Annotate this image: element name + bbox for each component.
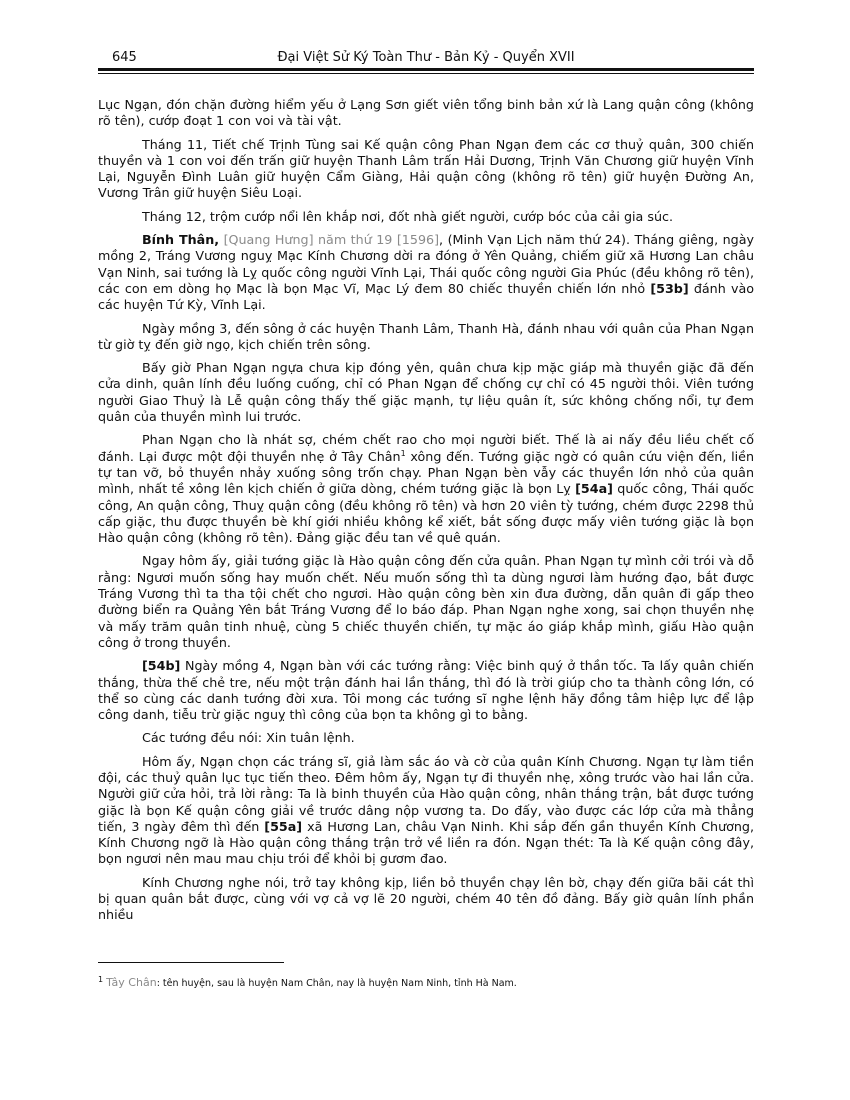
footnote-number: 1: [98, 974, 104, 984]
footnote-term: Tây Chân: [106, 976, 157, 989]
page-marker: [54a]: [575, 481, 613, 497]
paragraph: Tháng 12, trộm cướp nổi lên khắp nơi, đốt nhà giết người, cướp bóc của cải gia súc.: [142, 208, 673, 224]
page-marker: [54b]: [142, 658, 181, 674]
year-heading: Bính Thân,: [142, 232, 220, 248]
paragraph: Hôm ấy, Ngạn chọn các tráng sĩ, giả làm sắc áo và cờ của quân Kính Chương. Ngạn tự làm tiền đội, các thuỷ quân lục tục tiến theo. Đêm hôm ấy, Ngạn tự đi thuyền nhẹ, xông trước vào hai lần cửa. Người giữ cửa hỏi, trả lời rằng: Ta là binh thuyền của Hào quận công, nhân thắng trận, bắt được tướng giặc là bọn Kế quận công giải về trước dâng nộp vương ta. Do đấy, vào được các lớp cửa mà thẳng tiến, 3 ngày đêm thì đến [55a] xã Hương Lan, châu Vạn Ninh. Khi sắp đến gần thuyền Kính Chương, Kính Chương ngỡ là Hào quận công thắng trận trở về liền ra đón. Ngạn thét: Ta là Kế quận công đây, bọn ngươi nên mau mau chịu trói để khỏi bị gươm đao.: [98, 753, 754, 867]
paragraph: Phan Ngạn cho là nhát sợ, chém chết rao cho mọi người biết. Thế là ai nấy đều liều chết cố đánh. Lại được một đội thuyền nhẹ ở Tây Chân$^1$ xông đến. Tướng giặc ngờ có quân cứu viện đến, liền tự tan vỡ, bỏ thuyền nhảy xuống sông trốn chạy. Phan Ngạn bèn vẫy các thuyền lớn nhỏ của quân mình, nhất tề xông lên kịch chiến ở giữa dòng, chém tướng giặc là bọn Lỵ [54a] quốc công, Thái quốc công, An quận công, Thuỵ quận công (đều không rõ tên) và hơn 20 viên tỳ tướng, chém được 2298 thủ cấp giặc, thu được thuyền bè khí giới nhiều không kể xiết, bắt sống được mấy viên tướng giặc là bọn Hào quận công (không rõ tên). Đảng giặc đều tan về quê quán.: [98, 432, 754, 546]
footnote: [98, 976, 754, 990]
era-note: [Quang Hưng] năm thứ 19 [1596]: [223, 232, 440, 248]
paragraph: Tháng 11, Tiết chế Trịnh Tùng sai Kế quận công Phan Ngạn đem các cơ thuỷ quân, 300 chiến thuyền và 1 con voi đến trấn giữ huyện Thanh Lâm trấn Hải Dương, Trịnh Văn Chương giữ huyện Vĩnh Lại, Nguyễn Đình Luân giữ huyện Cẩm Giàng, Hải quận công (không rõ tên) giữ huyện Đường An, Vương Trân giữ huyện Siêu Loại.: [98, 136, 754, 201]
paragraph: Ngay hôm ấy, giải tướng giặc là Hào quận công đến cửa quân. Phan Ngạn tự mình cởi trói và dỗ rằng: Ngươi muốn sống hay muốn chết. Nếu muốn sống thì ta dùng ngươi làm hướng đạo, bắt được Tráng Vương thì ta tha tội chết cho ngươi. Hào quận công bèn xin đưa đường, dẫn quân đi gấp theo đường biển ra Quảng Yên bắt Tráng Vương để lo báo đáp. Phan Ngạn nghe xong, sai chọn thuyền nhẹ và mấy trăm quân tinh nhuệ, cùng 5 chiếc thuyền chiến, tự mặc áo giáp khắp mình, giấu Hào quận công ở trong thuyền.: [98, 553, 754, 650]
paragraph: Các tướng đều nói: Xin tuân lệnh.: [142, 730, 355, 746]
page-header: [98, 49, 754, 66]
paragraph: Lục Ngạn, đón chặn đường hiểm yếu ở Lạng Sơn giết viên tổng binh bản xứ là Lang quận công (không rõ tên), cướp đoạt 1 con voi và tài vật.: [98, 97, 754, 129]
paragraph: Kính Chương nghe nói, trở tay không kịp, liền bỏ thuyền chạy lên bờ, chạy đến giữa bãi cát thì bị quan quân bắt được, cùng với vợ cả vợ lẽ 20 người, chém 40 tên đồ đảng. Bấy giờ quân lính phần nhiều: [98, 874, 754, 923]
header-rule-thick: [98, 68, 754, 71]
paragraph: [54b] Ngày mồng 4, Ngạn bàn với các tướng rằng: Việc binh quý ở thần tốc. Ta lấy quân chiến thắng, thừa thế chẻ tre, nếu một trận đánh hai lần thắng, thì đó là trời giúp cho ta thành công lớn, có thể so cùng các danh tướng đời xưa. Tôi mong các tướng sĩ nghe lệnh hãy đồng tâm hiệp lực để lập công danh, tiễu trừ giặc nguỵ thì công của bọn ta không gì to bằng.: [98, 658, 754, 723]
page-marker: [53b]: [650, 280, 689, 296]
footnote-ref[interactable]: 1: [400, 448, 406, 458]
paragraph: Bính Thân, [Quang Hưng] năm thứ 19 [1596], (Minh Vạn Lịch năm thứ 24). Tháng giêng, ngày mồng 2, Tráng Vương nguỵ Mạc Kính Chương dời ra đóng ở Yên Quảng, chiếm giữ xã Hương Lan châu Vạn Ninh, sai tướng là Lỵ quốc công người Vĩnh Lại, Thái quốc công người Gia Phúc (đều không rõ tên), các con em dòng họ Mạc là bọn Mạc Vĩ, Mạc Lý đem 80 chiếc thuyền chiến lớn nhỏ [53b] đánh vào các huyện Tứ Kỳ, Vĩnh Lại.: [98, 232, 754, 313]
paragraph: Ngày mồng 3, đến sông ở các huyện Thanh Lâm, Thanh Hà, đánh nhau với quân của Phan Ngạn từ giờ tỵ đến giờ ngọ, kịch chiến trên sông.: [98, 320, 754, 352]
footnote-divider: [98, 962, 284, 963]
page-number: 645: [112, 50, 137, 65]
paragraph: Bấy giờ Phan Ngạn ngựa chưa kịp đóng yên, quân chưa kịp mặc giáp mà thuyền giặc đã đến cửa dinh, quân lính đều luống cuống, chỉ có Phan Ngạn để chống cự chỉ có 45 người thôi. Viên tướng người Giao Thuỷ là Lễ quận công thấy thế giặc mạnh, tự liệu quân ít, sức không chống nổi, tự đem quân của thuyền mình lui trước.: [98, 360, 754, 425]
page-marker: [55a]: [264, 818, 303, 834]
footnote-text: : tên huyện, sau là huyện Nam Chân, nay là huyện Nam Ninh, tỉnh Hà Nam.: [156, 978, 517, 989]
body-text: [98, 97, 754, 931]
header-rule-thin: [98, 73, 754, 74]
running-title: Đại Việt Sử Ký Toàn Thư - Bản Kỷ - Quyển XVII: [277, 50, 575, 65]
